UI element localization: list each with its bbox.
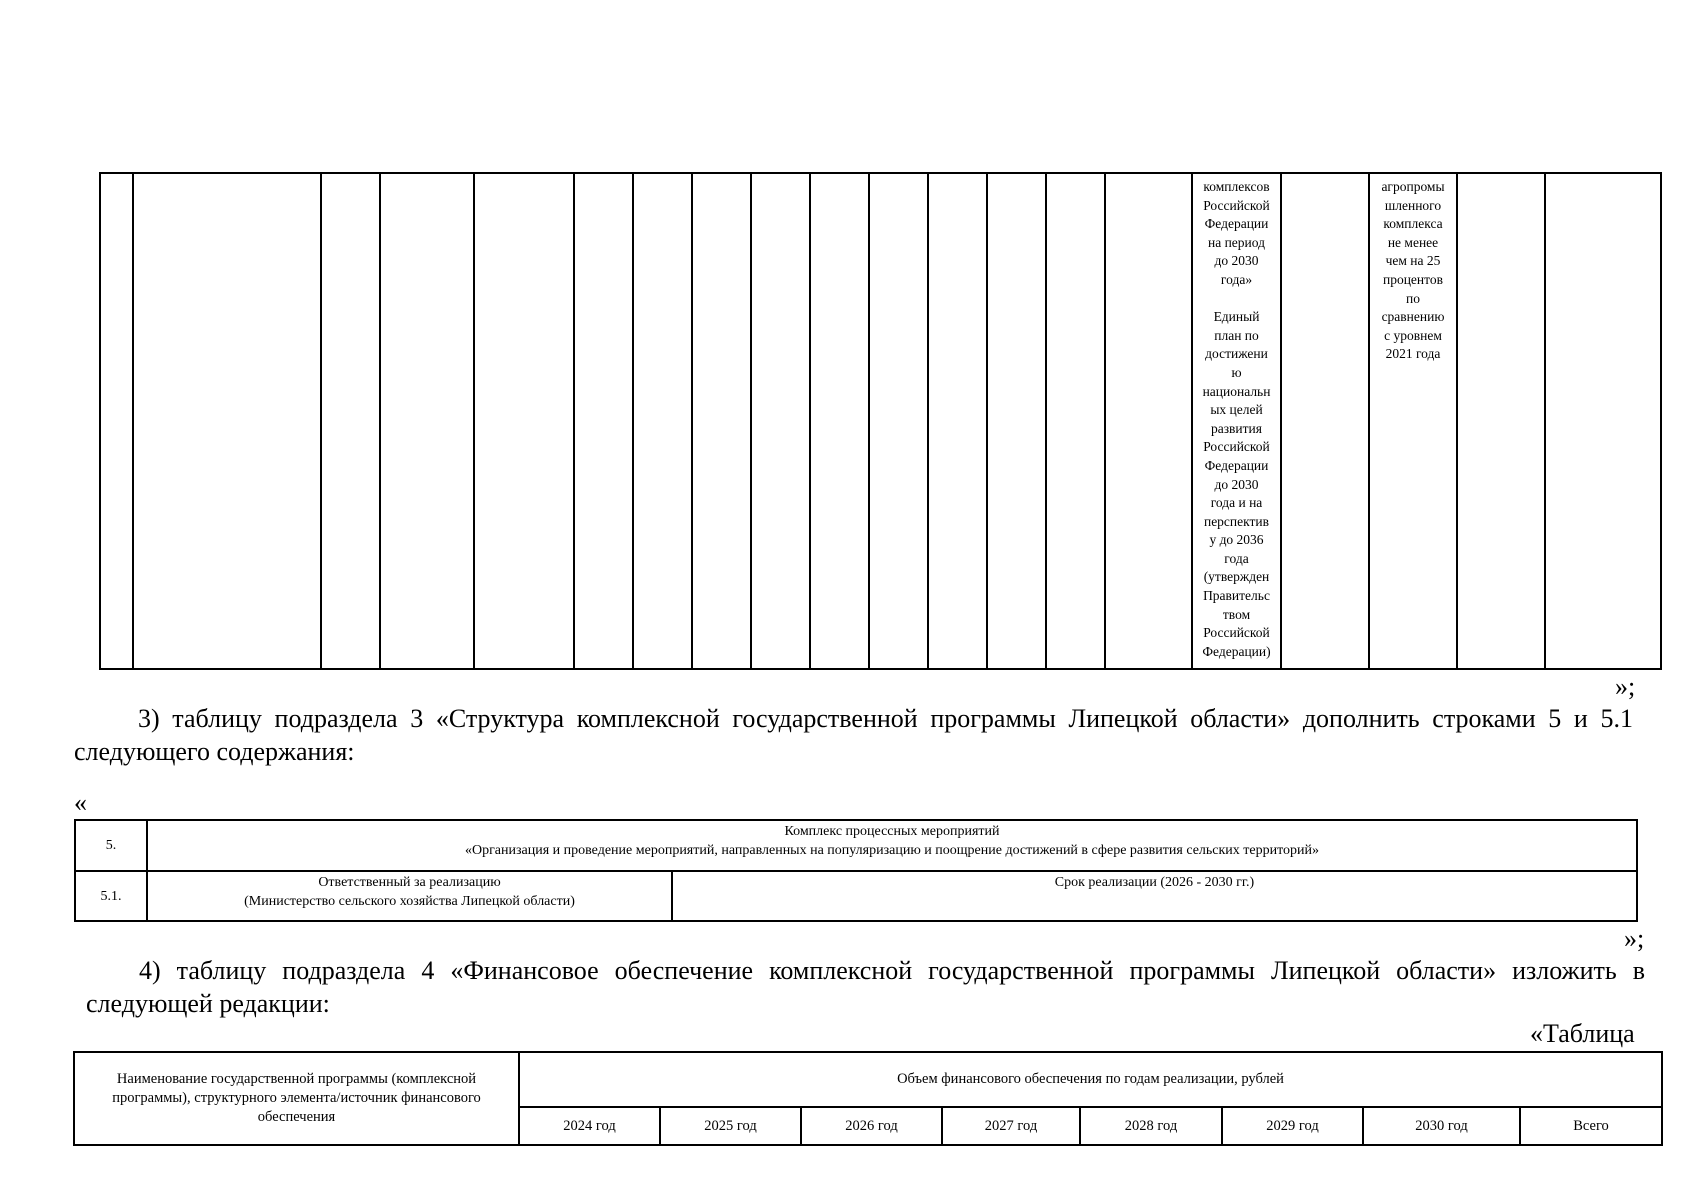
year-header: 2024 год	[519, 1107, 660, 1145]
structure-table-closing-mark: »;	[1624, 924, 1645, 953]
structure-table	[74, 819, 1638, 922]
continued-cell	[987, 173, 1046, 669]
continued-cell	[1545, 173, 1661, 669]
top-table-closing-mark: »;	[1615, 672, 1636, 701]
continued-cell	[692, 173, 751, 669]
continued-cell	[810, 173, 869, 669]
continued-cell	[869, 173, 928, 669]
year-header: 2027 год	[942, 1107, 1080, 1145]
continued-cell	[1281, 173, 1369, 669]
term-cell: Срок реализации (2026 - 2030 гг.)	[672, 871, 1637, 921]
continued-cell	[751, 173, 810, 669]
process-complex-cell	[147, 820, 1637, 871]
responsible-label: Ответственный за реализацию	[318, 875, 501, 890]
year-header: 2026 год	[801, 1107, 942, 1145]
row-number: 5.1.	[75, 871, 147, 921]
continued-cell	[133, 173, 321, 669]
continued-cell	[574, 173, 633, 669]
year-header: 2029 год	[1222, 1107, 1363, 1145]
continued-cell	[633, 173, 692, 669]
continued-cell	[474, 173, 574, 669]
paragraph-3: 3) таблицу подраздела 3 «Структура комплексной государственной программы Липецкой области» дополнить строками 5 и 5.1 следующего содержания:	[74, 704, 1633, 766]
continued-cell	[928, 173, 987, 669]
year-header: 2030 год	[1363, 1107, 1520, 1145]
structure-row-5-1	[75, 871, 1637, 921]
continued-table	[99, 172, 1662, 670]
table-caption: «Таблица	[1530, 1019, 1635, 1048]
process-complex-name: «Организация и проведение мероприятий, направленных на популяризацию и поощрение достижений в сфере развития сельских территорий»	[464, 843, 1320, 858]
year-header: Всего	[1520, 1107, 1662, 1145]
volume-header: Объем финансового обеспечения по годам реализации, рублей	[519, 1052, 1662, 1107]
continued-cell	[380, 173, 474, 669]
continued-cell-target: агропромы шленного комплекса не менее чем на 25 процентов по сравнению с уровнем 2021 года	[1369, 173, 1457, 669]
continued-cell	[1046, 173, 1105, 669]
row-number: 5.	[75, 820, 147, 871]
continued-cell	[321, 173, 380, 669]
name-header: Наименование государственной программы (комплексной программы), структурного элемента/источник финансового обеспечения	[74, 1052, 519, 1145]
process-complex-title: Комплекс процессных мероприятий	[784, 824, 1000, 839]
continued-cell	[1457, 173, 1545, 669]
structure-table-opening-mark: «	[74, 788, 87, 817]
year-header: 2025 год	[660, 1107, 801, 1145]
continued-table-row	[100, 173, 1661, 669]
structure-row-5	[75, 820, 1637, 871]
year-header: 2028 год	[1080, 1107, 1222, 1145]
finance-header-row	[74, 1052, 1662, 1107]
responsible-ministry: (Министерство сельского хозяйства Липецкой области)	[244, 894, 575, 909]
continued-cell	[1105, 173, 1192, 669]
paragraph-4: 4) таблицу подраздела 4 «Финансовое обеспечение комплексной государственной программы Липецкой области» изложить в следующей редакции:	[86, 956, 1645, 1018]
finance-table	[73, 1051, 1663, 1146]
responsible-cell	[147, 871, 672, 921]
continued-cell-documents: комплексов Российской Федерации на период до 2030 года» Единый план по достижени ю национальн ых целей развития Российской Федерации до 2030 года и на перспектив у до 2036 года (утвержден Правительс твом Российской Федерации)	[1192, 173, 1281, 669]
continued-cell	[100, 173, 133, 669]
